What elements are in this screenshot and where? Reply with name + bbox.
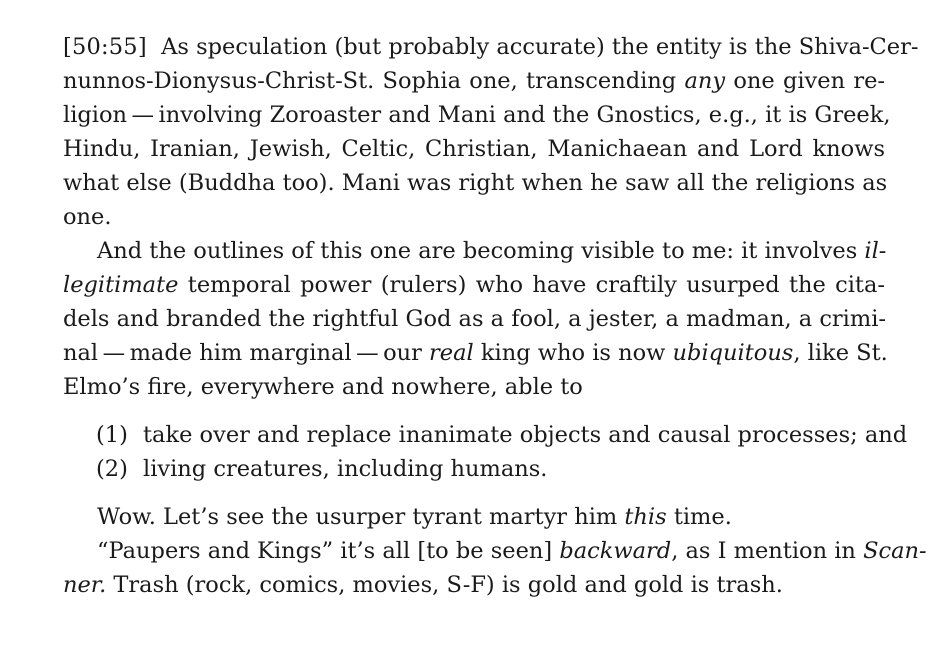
text-line: one. (63, 204, 112, 230)
text-line: Hindu, Iranian, Jewish, Celtic, Christian, Manichaean and Lord knows (63, 136, 885, 162)
emphasis: ubiquitous (672, 340, 794, 366)
text-line: Wow. Let’s see the usurper tyrant martyr him this time. (97, 504, 732, 530)
text-line: And the outlines of this one are becoming visible to me: it involves il- (97, 238, 887, 264)
text-line: nunnos-Dionysus-Christ-St. Sophia one, transcending any one given re- (63, 68, 885, 94)
paragraph-paupers-and-kings (63, 534, 927, 602)
list-item (63, 452, 885, 486)
emphasis: any (684, 68, 726, 94)
emphasis: legitimate (63, 272, 179, 298)
exegesis-page (63, 30, 927, 602)
paragraph-wow (63, 500, 885, 534)
text-line: nal — made him marginal — our real king who is now ubiquitous, like St. (63, 340, 888, 366)
text-line: Elmo’s fire, everywhere and nowhere, able to (63, 374, 583, 400)
emphasis: il- (864, 238, 887, 264)
emphasis: backward (559, 538, 672, 564)
text-line: legitimate temporal power (rulers) who have craftily usurped the cita- (63, 272, 885, 298)
list-text: living creatures, including humans. (143, 456, 548, 482)
paragraph-entity-speculation (63, 30, 919, 234)
entry-timestamp: [50:55] (63, 34, 147, 60)
text-line: dels and branded the rightful God as a fool, a jester, a madman, a crimi- (63, 306, 887, 332)
numbered-list (63, 418, 908, 486)
text-line: “Paupers and Kings” it’s all [to be seen] backward, as I mention in Scan- (97, 538, 927, 564)
spacer (63, 486, 885, 500)
list-item (63, 418, 908, 452)
emphasis: real (429, 340, 474, 366)
book-title: ner. (63, 572, 107, 598)
book-title: Scan- (863, 538, 927, 564)
list-number: (2) (96, 456, 128, 482)
text-line: [50:55] As speculation (but probably accurate) the entity is the Shiva-Cer- (63, 34, 919, 60)
text-line: what else (Buddha too). Mani was right when he saw all the religions as (63, 170, 888, 196)
text-line: ner. Trash (rock, comics, movies, S-F) is gold and gold is trash. (63, 572, 783, 598)
text-line: ligion — involving Zoroaster and Mani and the Gnostics, e.g., it is Greek, (63, 102, 891, 128)
spacer (63, 404, 885, 418)
list-text: take over and replace inanimate objects and causal processes; and (143, 422, 908, 448)
emphasis: this (624, 504, 667, 530)
paragraph-outlines (63, 234, 888, 404)
list-number: (1) (96, 422, 128, 448)
